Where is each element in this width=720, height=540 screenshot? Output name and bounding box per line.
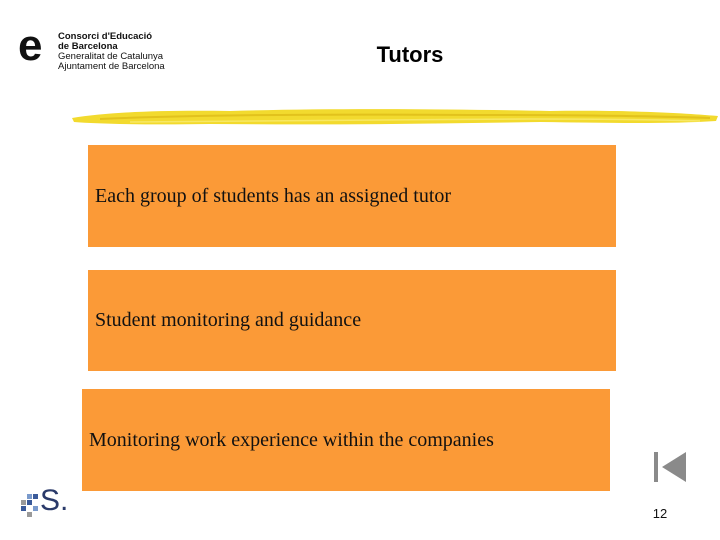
info-box-text: Monitoring work experience within the companies [89,428,494,451]
logo-letter: e [18,21,43,70]
logo-line-1: Consorci d'Educació [58,31,153,42]
consorci-logo [18,21,168,74]
logo-line-3: Generalitat de Catalunya [58,51,164,62]
slide-title: Tutors [376,42,444,67]
logo-line-2: de Barcelona [58,41,118,52]
info-box-tutor [88,145,616,247]
info-box-monitoring [88,270,616,371]
page-number: 12 [652,506,668,521]
info-box-work-experience [82,389,610,491]
info-box-text: Student monitoring and guidance [95,309,362,331]
navigation-first-icon[interactable] [652,450,688,484]
small-logo [18,484,69,522]
logo-line-4: Ajuntament de Barcelona [58,61,165,72]
small-logo-letter: S. [40,484,69,517]
brush-stroke-divider [70,104,720,130]
logo-text [58,32,165,72]
small-logo-squares-icon [18,490,40,520]
info-box-text: Each group of students has an assigned tutor [95,184,452,207]
